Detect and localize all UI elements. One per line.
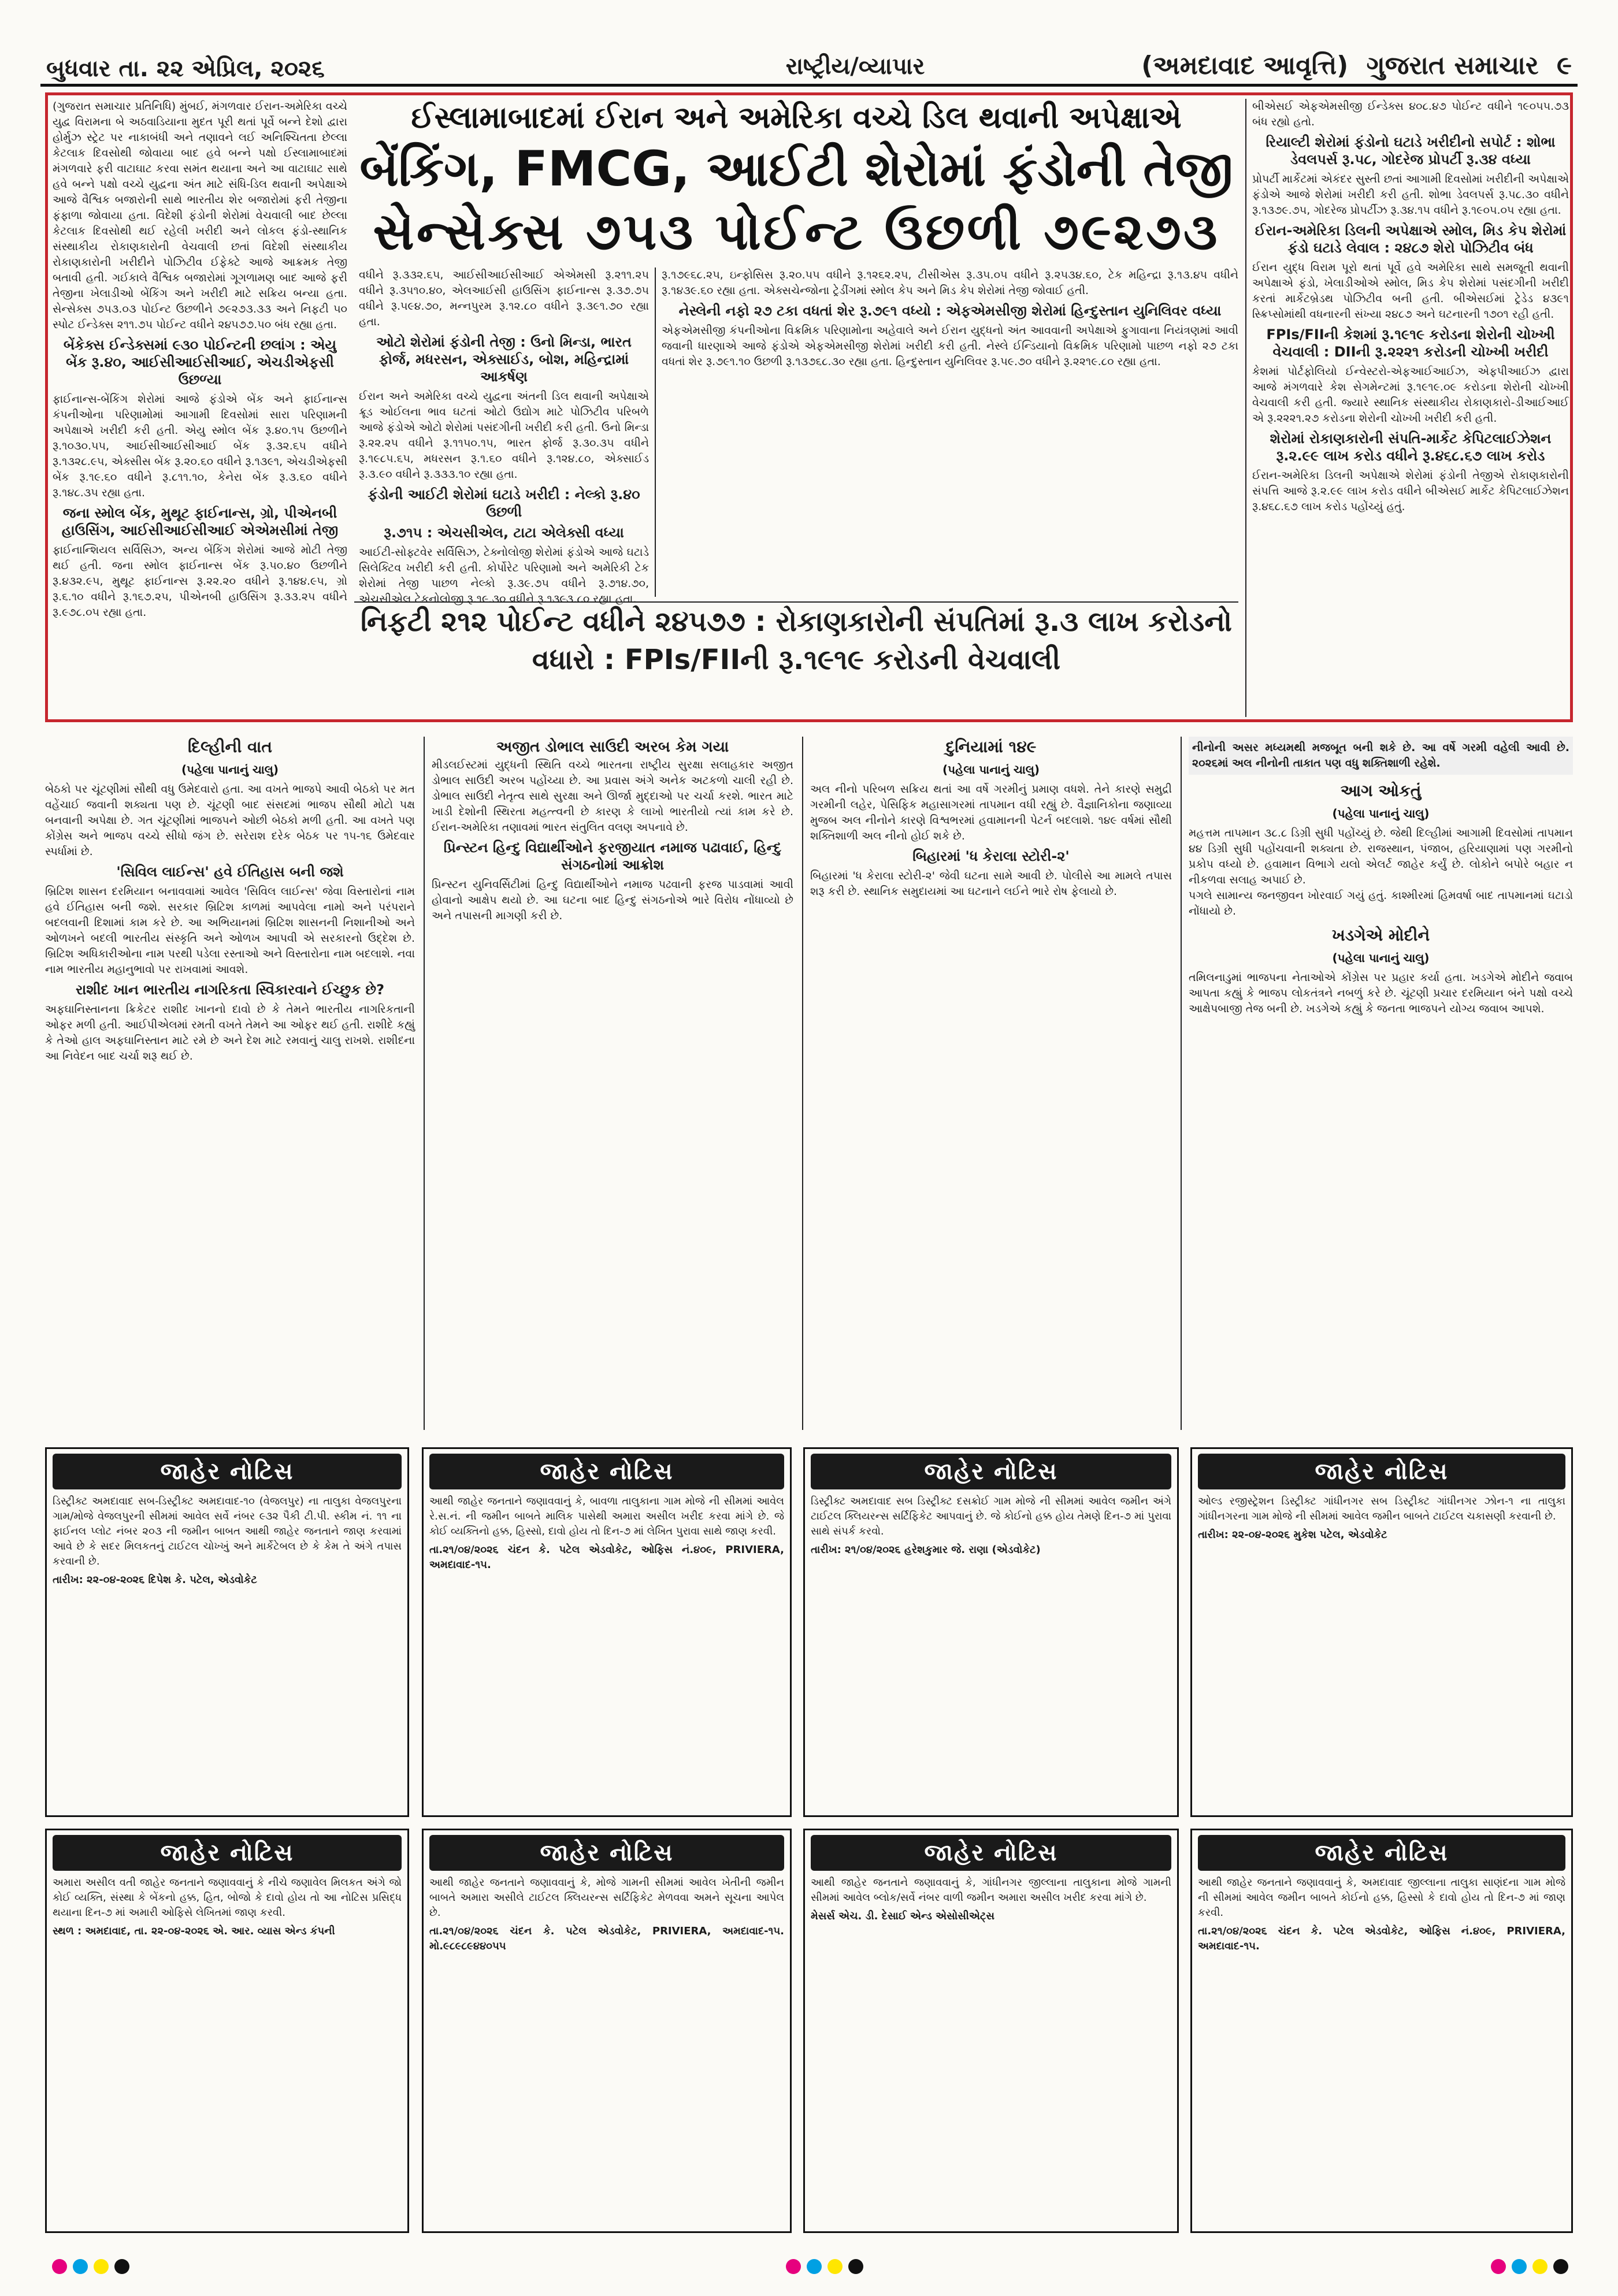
right-stories bbox=[1181, 737, 1573, 1430]
notice-8-text: આથી જાહેર જનતાને જણાવવાનું કે, અમદાવાદ જીલ્લાના તાલુકા સાણંદના ગામ મોજે ની સીમમાં આવેલ જમીન બાબતે કોઈનો હક્ક, હિસ્સો કે દાવો હોય તો દિન-૭ માં જાણ કરવી. bbox=[1198, 1877, 1565, 1919]
lead-col2-subhead-1: ઓટો શેરોમાં ફંડોની તેજી : ઉનો મિન્ડા, ભારત ફોર્જ, મધરસન, એક્સાઈડ, બોશ, મહિન્દ્રામાં આકર્ષણ bbox=[376, 334, 632, 385]
lead-col4-text-4: કેશમાં પોર્ટફોલિયો ઈન્વેસ્ટરો-એફઆઈઆઈઝ, એફપીઆઈઝ દ્વારા આજે મંગળવારે કેશ સેગમેન્ટમાં રૂ.૧૯૧૯.૦૯ કરોડના શેરોની ચોખ્ખી વેચવાલી કરી હતી. જ્યારે સ્થાનિક સંસ્થાકીય રોકાણકારો-ડીઆઈઆઈ એ રૂ.૨૨૨૧.૨૭ કરોડના શેરોની ચોખ્ખી ખરીદી કરી હતી. bbox=[1252, 365, 1569, 425]
khadge-body bbox=[1189, 970, 1573, 1017]
notice-4-signature: તારીખ: ૨૨-૦૪-૨૦૨૬ મુકેશ પટેલ, એડવોકેટ bbox=[1198, 1529, 1387, 1541]
lead-col2-text-3: આઈટી-સોફ્ટવેર સર્વિસિઝ, ટેક્નોલોજી શેરોમાં ફંડોએ આજે ઘટાડે સિલેક્ટિવ ખરીદી કરી હતી. કોર્પોરેટ પરિણામો અને અમેરિકી ટેક શેરોમાં તેજી પાછળ નેલ્કો રૂ.૩૯.૭૫ વધીને રૂ.૭૧૪.૭૦, એચસીએલ ટેકનોલોજી રૂ.૧૯.૩૦ વધીને રૂ.૧૩૯૩.૮૦ રહ્યા હતા. bbox=[359, 546, 649, 605]
registration-strip bbox=[40, 2253, 1578, 2282]
duniya-body bbox=[810, 782, 1172, 900]
delhi-continued: (પહેલા પાનાનું ચાલુ) bbox=[181, 763, 279, 777]
notice-4-text: ઓલ્ડ રજીસ્ટ્રેશન ડિસ્ટ્રીક્ટ ગાંધીનગર સબ ડિસ્ટ્રીક્ટ ગાંધીનગર ઝોન-૧ ના તાલુકા ગાંધીનગરના ગામ મોજે ની સીમમાં આવેલ જમીન બાબતે ટાઈટલ ચકાસણી કરવાની છે. bbox=[1198, 1495, 1565, 1522]
lead-col3-text: રૂ.૧૭૯૬૮.૨૫, ઇન્ફોસિસ રૂ.૨૦.૫૫ વધીને રૂ.૧૨૬૨.૨૫, ટીસીએસ રૂ.૩૫.૦૫ વધીને રૂ.૨૫૩૪.૬૦, ટેક મહિન્દ્રા રૂ.૧૩.૪૫ વધીને રૂ.૧૪૩૯.૬૦ રહ્યા હતા. એક્સચેન્જોના ટ્રેડીંગમાં સ્મોલ કેપ અને મિડ કેપ શેરોમાં તેજી જોવાઈ હતી. bbox=[662, 269, 1238, 297]
edition-label: (અમદાવાદ આવૃત્તિ) bbox=[1141, 51, 1349, 80]
lead-col1-text-2: ફાઈનાન્સ-બેંકિંગ શેરોમાં આજે ફંડોએ બેંક અને ફાઈનાન્સ કંપનીઓના પરિણામોમાં આગામી દિવસોમાં સારા પરિણામની અપેક્ષાએ ખરીદી કરી હતી. એયુ સ્મોલ બેંક રૂ.૪૦.૧૫ ઉછળીને રૂ.૧૦૩૦.૫૫, આઈસીઆઈસીઆઈ બેંક રૂ.૩૨.૬૫ વધીને રૂ.૧૩૨૮.૯૫, એક્સીસ બેંક રૂ.૨૦.૬૦ વધીને રૂ.૧૩૯૧, એચડીએફસી બેંક રૂ.૧૯.૬૦ વધીને રૂ.૮૧૧.૧૦, કેનેરા બેંક રૂ.૩.૬૦ વધીને રૂ.૧૪૮.૩૫ રહ્યા હતા. bbox=[53, 393, 347, 499]
issue-date: બુધવાર તા. ૨૨ એપ્રિલ, ૨૦૨૬ bbox=[46, 55, 325, 82]
lead-col2-text-2: ઈરાન અને અમેરિકા વચ્ચે યુદ્વના અંતની ડિલ થવાની અપેક્ષાએ ક્રૂડ ઓઈલના ભાવ ઘટતાં ઓટો ઉદ્યોગ માટે પોઝિટીવ પરિબળે આજે ફંડોએ ઓટો શેરોમાં પસંદગીની ખરીદી કરી હતી. ઉનો મિન્ડા રૂ.૨૨.૨૫ વધીને રૂ.૧૧૫૦.૧૫, ભારત ફોર્જ રૂ.૩૦.૩૫ વધીને રૂ.૧૯૮૫.૬૫, મધરસન રૂ.૧.૬૦ વધીને રૂ.૧૨૪.૮૦, એક્સાઈડ રૂ.૩.૯૦ વધીને રૂ.૩૩૩.૧૦ રહ્યા હતા. bbox=[359, 390, 649, 481]
notice-2-text: આથી જાહેર જનતાને જણાવવાનું કે, બાવળા તાલુકાના ગામ મોજે ની સીમમાં આવેલ રે.સ.નં. ની જમીન બાબતે માલિક પાસેથી અમારા અસીલ ખરીદ કરવા માંગે છે. જે કોઈ વ્યક્તિનો હક્ક, હિસ્સો, દાવો હોય તો દિન-૭ માં લેખિત પુરાવા સાથે જાણ કરવી. bbox=[429, 1495, 784, 1537]
kashmir-text: પગલે સામાન્ય જનજીવન ખોરવાઈ ગયું હતું. કાશ્મીરમાં હિમવર્ષા બાદ તાપમાનમાં ઘટાડો નોંધાયો છે. bbox=[1189, 889, 1573, 917]
news-band bbox=[45, 737, 1573, 1436]
notice-7-title: જાહેર નોટિસ bbox=[811, 1835, 1171, 1871]
notice-8-title: જાહેર નોટિસ bbox=[1198, 1835, 1565, 1871]
duniya-subhead: બિહારમાં 'ધ કેરાલા સ્ટોરી-૨' bbox=[912, 848, 1070, 864]
notice-5-signature: સ્થળ : અમદાવાદ, તા. ૨૨-૦૪-૨૦૨૬ એ. આર. વ્યાસ એન્ડ કંપની bbox=[53, 1925, 335, 1937]
notice-5-text: અમારા અસીલ વતી જાહેર જનતાને જણાવવાનું કે નીચે જણાવેલ મિલકત અંગે જો કોઈ વ્યક્તિ, સંસ્થા કે બેંકનો હક્ક, હિત, બોજો કે દાવો હોય તો આ નોટિસ પ્રસિદ્ધ થયાના દિન-૭ માં અમારી ઓફિસે લેખિતમાં જાણ કરવી. bbox=[53, 1877, 402, 1919]
lead-col-3 bbox=[655, 268, 1238, 597]
delhi-text-3: અફઘાનિસ્તાનના ક્રિકેટર રાશીદ ખાનનો દાવો છે કે તેમને ભારતીય નાગરિકતાની ઓફર મળી હતી. આઈપીએલમાં રમતી વખતે તેમને આ ઓફર થઈ હતી. રાશીદે કહ્યું કે તેઓ હાલ અફઘાનિસ્તાન માટે રમે છે અને દેશ માટે રમવાનું ચાલુ રાખશે. રાશીદના આ નિવેદન બાદ ચર્ચા શરૂ થઈ છે. bbox=[45, 1003, 415, 1062]
notice-7-text: આથી જાહેર જનતાને જણાવવાનું કે, ગાંધીનગર જીલ્લાના તાલુકાના મોજે ગામની સીમમાં આવેલ બ્લોક/સર્વે નંબર વાળી જમીન અમારા અસીલ ખરીદ કરવા માંગે છે. bbox=[811, 1877, 1171, 1904]
notice-6 bbox=[422, 1829, 792, 2233]
registration-dot-yellow bbox=[94, 2259, 109, 2274]
delhi-subhead: 'સિવિલ લાઈન્સ' હવે ઈતિહાસ બની જશે bbox=[116, 864, 344, 880]
lead-col-1 bbox=[53, 99, 347, 717]
notice-7 bbox=[803, 1829, 1179, 2233]
lead-col4-text-5: ઈરાન-અમેરિકા ડિલની અપેક્ષાએ શેરોમાં ફંડોની તેજીએ રોકાણકારોની સંપત્તિ આજે રૂ.૨.૯૯ લાખ કરોડ વધીને બીએસઈ માર્કેટ કેપિટલાઈઝેશન રૂ.૪૬૮.૬૭ લાખ કરોડ પહોંચ્યું હતું. bbox=[1252, 469, 1569, 513]
page-number: ૯ bbox=[1556, 51, 1572, 80]
masthead bbox=[40, 13, 1578, 87]
lead-col4-subhead-3: FPIs/FIIની કેશમાં રૂ.૧૯૧૯ કરોડના શેરોની ચોખ્ખી વેચવાલી : DIIની રૂ.૨૨૨૧ કરોડની ચોખ્ખી ખરીદી bbox=[1266, 326, 1555, 360]
lead-col1-subhead-1: બેંકેક્સ ઈન્ડેક્સમાં ૯૩૦ પોઈન્ટની છલાંગ : એયુ બેંક રૂ.૪૦, આઈસીઆઈસીઆઈ, એચડીએફસી ઉછળ્યા bbox=[63, 337, 337, 388]
masthead-right bbox=[1132, 51, 1572, 80]
notice-8-signature: તા.૨૧/૦૪/૨૦૨૬ ચંદન કે. પટેલ એડવોકેટ, ઓફિસ નં.૪૦૯, PRIVIERA, અમદાવાદ-૧૫. bbox=[1198, 1925, 1565, 1952]
sadi-subhead: પ્રિન્સ્ટન હિન્દુ વિદ્યાર્થીઓને ફરજીયાત નમાજ પઢાવાઈ, હિન્દુ સંગઠનોમાં આક્રોશ bbox=[443, 839, 782, 873]
notice-2-title: જાહેર નોટિસ bbox=[429, 1454, 784, 1489]
khadge-continued: (પહેલા પાનાનું ચાલુ) bbox=[1332, 951, 1430, 965]
sadi-body bbox=[432, 757, 793, 924]
duniya-continued: (પહેલા પાનાનું ચાલુ) bbox=[942, 763, 1040, 777]
lead-col1-text: (ગુજરાત સમાચાર પ્રતિનિધિ) મુંબઈ, મંગળવાર ઈરાન-અમેરિકા વચ્ચે યુદ્વ વિરામના બે અઠવાડિયાના મુદત પૂરી થતાં પૂર્વે બન્ને દેશો દ્વારા હોર્મુઝ સ્ટ્રેટ પર નાકાબંધી અને તણાવને લઈ અનિશ્ચિતતા છેલ્લા કેટલાક દિવસોથી જોવાયા બાદ હવે બન્ને પક્ષો ઈસ્લામાબાદમાં મંગળવારે ફરી વાટાઘાટ કરવા સમંત થયાના અને આ વાટાઘાટ સાથે હવે બન્ને પક્ષો વચ્ચે યુદ્વના અંત માટે સંધિ-ડિલ થવાની અપેક્ષાએ આજે વૈશ્વિક બજારોની સાથે ભારતીય શેર બજારોમાં ફરી તેજીના ફંફાળા જોવાયા હતા. વિદેશી ફંડોની શેરોમાં વેચવાલી બાદ છેલ્લા કેટલાક દિવસોથી થઈ રહેલી ખરીદી અને લોકલ ફંડો-સ્થાનિક સંસ્થાકીય રોકાણકારોની વેચવાલી છતાં વિદેશી સંસ્થાકીય રોકાણકારોની ખરીદીને પોઝિટીવ ઈફેક્ટે આજે આક્રમક તેજી બતાવી હતી. ગઈકાલે વૈશ્વિક બજારોમાં ગૂગળામણ બાદ આજે ફરી તેજીના ખેલાડીઓ બેંકિંગ અને ખરીદી માટે સક્રિય બન્યા હતા. સેન્સેક્સ ૭૫૩.૦૩ પોઈન્ટ ઉછળીને ૭૯૨૭૩.૩૩ અને નિફટી ૫૦ સ્પોટ ઈન્ડેક્સ ૨૧૧.૭૫ પોઈન્ટ વધીને ૨૪૫૭૭.૫૦ બંધ રહ્યા હતા. bbox=[53, 100, 347, 331]
notice-6-title: જાહેર નોટિસ bbox=[429, 1835, 784, 1871]
lead-col3-subhead-1: નેસ્લેની નફો ૨૭ ટકા વધતાં શેર રૂ.૭૯૧ વધ્યો : એફએમસીજી શેરોમાં હિન્દુસ્તાન યુનિલિવર વધ્યા bbox=[678, 303, 1222, 319]
lead-col4-subhead-4: શેરોમાં રોકાણકારોની સંપતિ-માર્કેટ કેપિટલાઈઝેશન રૂ.૨.૯૯ લાખ કરોડ વધીને રૂ.૪૬૮.૬૭ લાખ કરોડ bbox=[1270, 430, 1552, 464]
notice-4-title: જાહેર નોટિસ bbox=[1198, 1454, 1565, 1489]
lead-col-2 bbox=[354, 268, 649, 605]
notice-7-signature: મેસર્સ એચ. ડી. દેસાઈ એન્ડ એસોસીએટ્સ bbox=[811, 1910, 994, 1922]
alnino-text: નીનોની અસર મધ્યમથી મજબૂત બની શકે છે. આ વર્ષે ગરમી વહેલી આવી છે. ૨૦૨૬માં અલ નીનોની તાકાત પણ વધુ શક્તિશાળી રહેશે. bbox=[1192, 741, 1569, 770]
lead-col1-subhead-2: જના સ્મોલ બેંક, મુથૂટ ફાઈનાન્સ, ગ્રો, પીએનબી હાઉસિંગ, આઈસીઆઈસીઆઈ એએમસીમાં તેજી bbox=[61, 505, 339, 538]
registration-dot-black-right bbox=[1553, 2259, 1568, 2274]
delhi-text: બેઠકો પર ચૂંટણીમાં સૌથી વધુ ઉમેદવારો હતા. આ વખતે ભાજપે આવી બેઠકો પર મત વહેંચાઈ જવાની શક્યતા પણ છે. ચૂંટણી બાદ સંસદમાં ભાજપ સૌથી મોટો પક્ષ બનવાની અપેક્ષા છે. ગત ચૂંટણીમાં ભાજપને ઓછી બેઠકો મળી હતી. આ વખતે પણ કોંગ્રેસ અને ભાજપ વચ્ચે સીધો જંગ છે. સરેરાશ દરેક બેઠક પર ૧૫-૧૬ ઉમેદવાર સ્પર્ધામાં છે. bbox=[45, 783, 415, 858]
delhi-title: દિલ્હીની વાત bbox=[188, 737, 272, 756]
duniya-title: દુનિયામાં ૧૪૯ bbox=[945, 737, 1037, 756]
lead-col4-text-3: ઈરાન યુદ્ધ વિરામ પૂરો થતાં પૂર્વે હવે અમેરિકા સાથે સમજૂતી થવાની અપેક્ષાએ ફંડો, ખેલાડીઓએ સ્મોલ, મિડ કેપ શેરોમાં પસંદગીની ખરીદી કરતાં માર્કેટબ્રેડથ પોઝિટીવ બની હતી. બીએસઈમાં ટ્રેડેડ ૪૩૯૧ સ્ક્રિપ્સોમાંથી વધનારની સંખ્યા ૨૪૮૭ અને ઘટનારની ૧૭૦૧ રહી હતી. bbox=[1252, 261, 1569, 321]
lead-col2-subhead-2: ફંડોની આઈટી શેરોમાં ઘટાડે ખરીદી : નેલ્કો રૂ.૪૦ ઉછળી bbox=[368, 486, 640, 520]
notice-6-text: આથી જાહેર જનતાને જણાવવાનું કે, મોજે ગામની સીમમાં આવેલ ખેતીની જમીન બાબતે અમારા અસીલે ટાઈટલ ક્લિયરન્સ સર્ટિફિકેટ મેળવવા અમને સૂચના આપેલ છે. bbox=[429, 1877, 784, 1919]
lead-bottom-headline: નિફટી ૨૧૨ પોઈન્ટ વધીને ૨૪૫૭૭ : રોકાણકારોની સંપતિમાં રૂ.૩ લાખ કરોડનો વધારો : FPIs/FIIની રૂ.૧૯૧૯ કરોડની વેચવાલી bbox=[354, 601, 1238, 717]
registration-dot-black-center bbox=[848, 2259, 863, 2274]
section-name: રાષ્ટ્રીય/વ્યાપાર bbox=[785, 53, 925, 80]
lead-headline-2: સેન્સેક્સ ૭૫૩ પોઈન્ટ ઉછળી ૭૯૨૭૩ bbox=[373, 202, 1220, 261]
lead-col3-text-2: એફએમસીજી કંપનીઓના વિક્રમિક પરિણામોના અહેવાલે અને ઈરાન યુદ્ધનો અંત આવવાની અપેક્ષાએ ફુગાવાના નિયંત્રણમાં આવી જવાની ધારણાએ આજે ફંડોએ એફએમસીજી શેરોમાં ખરીદી કરી હતી. નેસ્લે ઈન્ડિયાનો વિક્રમિક પરિણામો પાછળ નફો ૨૭ ટકા વધતાં શેર રૂ.૭૯૧.૧૦ ઉછળી રૂ.૧૩૭૬૮.૩૦ રહ્યા હતા. હિન્દુસ્તાન યુનિલિવર રૂ.૫૯.૭૦ વધીને રૂ.૨૨૧૯.૮૦ રહ્યા હતા. bbox=[662, 324, 1238, 368]
lead-col2-text: વધીને રૂ.૩૩૨.૬૫, આઈસીઆઈસીઆઈ એએમસી રૂ.૨૧૧.૨૫ વધીને રૂ.૩૫૧૦.૪૦, એલઆઈસી હાઉસિંગ ફાઈનાન્સ રૂ.૩૭.૭૫ વધીને રૂ.૫૯૪.૭૦, મન્નપુરમ રૂ.૧૨.૮૦ વધીને રૂ.૩૯૧.૭૦ રહ્યા હતા. bbox=[359, 269, 649, 328]
delhi-body bbox=[45, 782, 415, 1064]
lead-col4-subhead-2: ઈરાન-અમેરિકા ડિલની અપેક્ષાએ સ્મોલ, મિડ કેપ શેરોમાં ફંડો ઘટાડે લેવાલ : ૨૪૮૭ શેરો પોઝિટીવ બંધ bbox=[1255, 222, 1567, 256]
notice-4 bbox=[1190, 1447, 1573, 1817]
notice-6-signature: તા.૨૧/૦૪/૨૦૨૬ ચંદન કે. પટેલ એડવોકેટ, PRIVIERA, અમદાવાદ-૧૫. મો.૯૮૯૮૯૪૪૦૫૫ bbox=[429, 1925, 784, 1952]
duniya-text-2: બિહારમાં 'ધ કેરાલા સ્ટોરી-૨' જેવી ઘટના સામે આવી છે. પોલીસે આ મામલે તપાસ શરૂ કરી છે. સ્થાનિક સમુદાયમાં આ ઘટનાને લઈને ભારે રોષ ફેલાયો છે. bbox=[810, 870, 1172, 898]
notice-1 bbox=[45, 1447, 409, 1817]
notice-3-title: જાહેર નોટિસ bbox=[811, 1454, 1171, 1489]
notice-1-signature: તારીખ: ૨૨-૦૪-૨૦૨૬ દિપેશ કે. પટેલ, એડવોકેટ bbox=[53, 1574, 257, 1586]
khadge-title: ખડગેએ મોદીને bbox=[1331, 926, 1430, 945]
notice-5 bbox=[45, 1829, 409, 2233]
khadge-text: તમિલનાડુમાં ભાજપના નેતાઓએ કોંગ્રેસ પર પ્રહાર કર્યા હતા. ખડગેએ મોદીને જવાબ આપતા કહ્યું કે ભાજપ લોકતંત્રને નબળું કરે છે. ચૂંટણી પ્રચાર દરમિયાન બંને પક્ષો વચ્ચે આક્ષેપબાજી તેજ બની છે. ખડગેએ કહ્યું કે જનતા ભાજપને યોગ્ય જવાબ આપશે. bbox=[1189, 971, 1573, 1015]
sadi-title: અજીત ડોભાલ સાઉદી અરબ કેમ ગયા bbox=[496, 738, 729, 756]
paper-name: ગુજરાત સમાચાર bbox=[1366, 51, 1539, 80]
lead-headline: બેંકિંગ, FMCG, આઈટી શેરોમાં ફંડોની તેજી bbox=[359, 140, 1233, 197]
notice-3-text: ડિસ્ટ્રીક્ટ અમદાવાદ સબ ડિસ્ટ્રીક્ટ દસક્રોઈ ગામ મોજે ની સીમમાં આવેલ જમીન અંગે ટાઈટલ ક્લિયરન્સ સર્ટિફિકેટ આપવાનું છે. જે કોઈનો હક્ક હોય તેમણે દિન-૭ માં પુરાવા સાથે સંપર્ક કરવો. bbox=[811, 1495, 1171, 1537]
registration-dot-magenta-center bbox=[786, 2259, 801, 2274]
notice-2 bbox=[422, 1447, 792, 1817]
aag-continued: (પહેલા પાનાનું ચાલુ) bbox=[1332, 807, 1430, 820]
registration-dot-cyan-right bbox=[1512, 2259, 1527, 2274]
registration-dot-yellow-right bbox=[1532, 2259, 1548, 2274]
notice-1-text: ડિસ્ટ્રીક્ટ અમદાવાદ સબ-ડિસ્ટ્રીક્ટ અમદાવાદ-૧૦ (વેજલપુર) ના તાલુકા વેજલપુરના ગામ/મોજે વેજલપુરની સીમમાં આવેલ સર્વે નંબર ૯૩૨ પૈકી ટી.પી. સ્કીમ નં. ૧૧ ના ફાઈનલ પ્લોટ નંબર ૨૦૩ ની જમીન બાબત આથી જાહેર જનતાને જાણ કરવામાં આવે છે કે સદર મિલકતનું ટાઈટલ ચોખ્ખું અને માર્કેટેબલ છે કે કેમ તે અંગે તપાસ કરવાની છે. bbox=[53, 1495, 402, 1567]
registration-dot-magenta-right bbox=[1491, 2259, 1506, 2274]
lead-kicker: ઈસ્લામાબાદમાં ઈરાન અને અમેરિકા વચ્ચે ડિલ થવાની અપેક્ષાએ bbox=[411, 101, 1182, 135]
notice-5-title: જાહેર નોટિસ bbox=[53, 1835, 402, 1871]
registration-dot-black bbox=[114, 2259, 129, 2274]
sadi-text-2: પ્રિન્સ્ટન યુનિવર્સિટીમાં હિન્દુ વિદ્યાર્થીઓને નમાજ પઢવાની ફરજ પાડવામાં આવી હોવાનો આક્ષેપ થયો છે. આ ઘટના બાદ હિન્દુ સંગઠનોએ ભારે વિરોધ નોંધાવ્યો છે અને તપાસની માગણી કરી છે. bbox=[432, 878, 793, 922]
sadi-story bbox=[424, 737, 793, 1430]
delhi-story bbox=[45, 737, 415, 1430]
sadi-text: મીડલઈસ્ટમાં યુદ્ધની સ્થિતિ વચ્ચે ભારતના રાષ્ટ્રીય સુરક્ષા સલાહકાર અજીત ડોભાલ સાઉદી અરબ પહોંચ્યા છે. આ પ્રવાસ અંગે અનેક અટકળો ચાલી રહી છે. ડોભાલ સાઉદી નેતૃત્વ સાથે સુરક્ષા અને ઊર્જા મુદ્દાઓ પર ચર્ચા કરશે. ભારત માટે ખાડી દેશોની સ્થિરતા મહત્ત્વની છે કારણ કે લાખો ભારતીયો ત્યાં કામ કરે છે. ઈરાન-અમેરિકા તણાવમાં ભારત સંતુલિત વલણ અપનાવે છે. bbox=[432, 759, 793, 834]
notice-8 bbox=[1190, 1829, 1573, 2233]
duniya-story bbox=[802, 737, 1172, 1430]
lead-col2-subhead-3: રૂ.૭૧૫ : એચસીએલ, ટાટા એલેક્સી વધ્યા bbox=[384, 525, 624, 541]
registration-dot-yellow-center bbox=[827, 2259, 843, 2274]
lead-col-4 bbox=[1245, 99, 1569, 717]
notice-3 bbox=[803, 1447, 1179, 1817]
delhi-subhead-2: રાશીદ ખાન ભારતીય નાગરિકતા સ્વિકારવાને ઈચ્છુક છે? bbox=[75, 982, 385, 998]
aag-title: આગ ઓકતું bbox=[1340, 781, 1422, 800]
lead-col4-subhead-1: રિયાલ્ટી શેરોમાં ફંડોનો ઘટાડે ખરીદીનો સપોર્ટ : શોભા ડેવલપર્સ રૂ.૫૮, ગોદરેજ પ્રોપર્ટી રૂ.૩૪ વધ્યા bbox=[1266, 134, 1556, 168]
registration-dot-cyan bbox=[73, 2259, 88, 2274]
lead-col4-text-2: પ્રોપર્ટી માર્કેટમાં એકંદર સુસ્તી છતાં આગામી દિવસોમાં ખરીદીની અપેક્ષાએ ફંડોએ આજે શેરોમાં ખરીદી કરી હતી. શોભા ડેવલપર્સ રૂ.૫૮.૩૦ વધીને રૂ.૧૩૭૯.૭૫, ગોદરેજ પ્રોપર્ટીઝ રૂ.૩૪.૧૫ વધીને રૂ.૧૯૦૫.૦૫ રહ્યા હતા. bbox=[1252, 173, 1569, 217]
registration-dot-cyan-center bbox=[807, 2259, 822, 2274]
notice-1-title: જાહેર નોટિસ bbox=[53, 1454, 402, 1489]
registration-dot-magenta bbox=[52, 2259, 67, 2274]
alnino-box bbox=[1189, 737, 1573, 775]
lead-col4-text: બીએસઈ એફએમસીજી ઈન્ડેક્સ ૪૦૮.૪૭ પોઈન્ટ વધીને ૧૯૦૫૫.૭૩ બંધ રહ્યો હતો. bbox=[1252, 100, 1569, 128]
lead-story bbox=[45, 92, 1573, 722]
lead-col1-text-3: ફાઈનાન્શિયલ સર્વિસિઝ, અન્ય બેંકિંગ શેરોમાં આજે મોટી તેજી થઈ હતી. જના સ્મોલ ફાઈનાન્સ બેંક રૂ.૫૦.૪૦ ઉછળીને રૂ.૪૩૨.૯૫, મુથૂટ ફાઈનાન્સ રૂ.૨૨.૨૦ વધીને રૂ.૧૪૪.૯૫, ગ્રો રૂ.૬.૧૦ વધીને રૂ.૧૬૭.૨૫, પીએનબી હાઉસિંગ રૂ.૩૩.૨૫ વધીને રૂ.૯૭૮.૦૫ રહ્યા હતા. bbox=[53, 544, 347, 619]
notice-3-signature: તારીખ: ૨૧/૦૪/૨૦૨૬ હરેશકુમાર જે. રાણા (એડવોકેટ) bbox=[811, 1544, 1041, 1556]
duniya-text: અલ નીનો પરિબળ સક્રિય થતાં આ વર્ષે ગરમીનું પ્રમાણ વધશે. તેને કારણે સમુદ્રી ગરમીની લહેર, પેસિફિક મહાસાગરમાં તાપમાન વધી રહ્યું છે. વૈજ્ઞાનિકોના જણાવ્યા મુજબ અલ નીનોને કારણે વિશ્વભરમાં હવામાનની પેટર્ન બદલાશે. ૧૪૯ વર્ષમાં સૌથી શક્તિશાળી અલ નીનો હોઈ શકે છે. bbox=[810, 783, 1172, 842]
aag-text: મહત્તમ તાપમાન ૩૮.૮ ડિગ્રી સુધી પહોંચ્યું છે. જેથી દિલ્હીમાં આગામી દિવસોમાં તાપમાન ૪૪ ડિગ્રી સુધી પહોંચવાની શક્યતા છે. રાજસ્થાન, પંજાબ, હરિયાણામાં પણ ગરમીનો પ્રકોપ વધ્યો છે. હવામાન વિભાગે યલો એલર્ટ જાહેર કર્યું છે. લોકોને બપોરે બહાર ન નીકળવા સલાહ અપાઈ છે. bbox=[1189, 827, 1573, 886]
aag-body bbox=[1189, 826, 1573, 919]
delhi-text-2: બ્રિટિશ શાસન દરમિયાન બનાવવામાં આવેલ 'સિવિલ લાઈન્સ' જેવા વિસ્તારોનાં નામ હવે ઈતિહાસ બની જશે. સરકાર બ્રિટિશ કાળમાં આપવેલા નામો અને પરંપરાને બદલવાની દિશામાં કામ કરે છે. આ અભિયાનમાં બ્રિટિશ શાસનની નિશાનીઓ અને ઓળખને બદલી ભારતીય સંસ્કૃતિ અને ઓળખ આપવી એ સરકારનો ઉદ્દેશ છે. બ્રિટિશ અધિકારીઓના નામ પરથી પડેલા રસ્તાઓ અને વિસ્તારોના નામ બદલાશે. નવા નામ ભારતીય મહાનુભાવો પર રાખવામાં આવશે. bbox=[45, 885, 415, 976]
notice-2-signature: તા.૨૧/૦૪/૨૦૨૬ ચંદન કે. પટેલ એડવોકેટ, ઓફિસ નં.૪૦૯, PRIVIERA, અમદાવાદ-૧૫. bbox=[429, 1544, 784, 1571]
